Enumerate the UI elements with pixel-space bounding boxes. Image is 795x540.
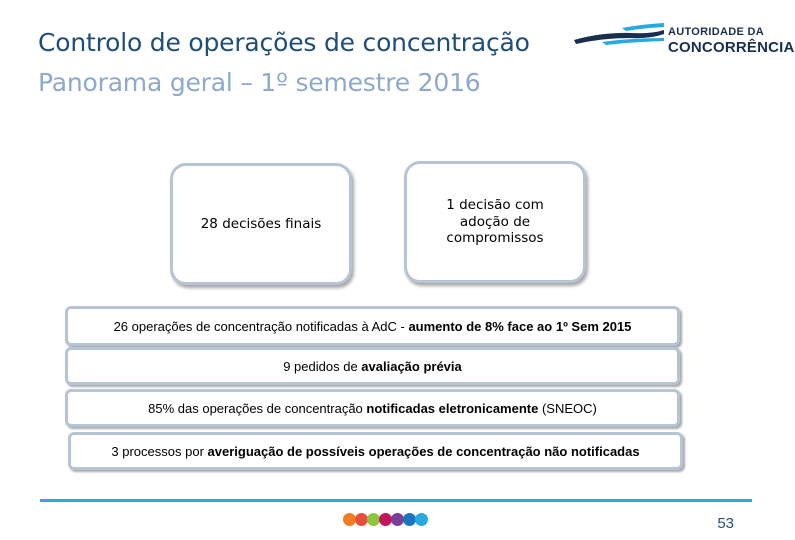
logo-line-1: AUTORIDADE DA (668, 26, 764, 38)
footer-dot-7 (415, 513, 428, 526)
footer-divider (40, 499, 752, 502)
card-commitments-decision (404, 161, 586, 283)
logo-line-2: CONCORRÊNCIA (668, 39, 795, 56)
bar-notified-operations (65, 306, 680, 346)
bar-2-part-2: avaliação prévia (361, 358, 462, 374)
bar-1-part-1: 26 operações de concentração notificadas à Ad (113, 318, 388, 334)
bar-3-part-1: 85% das operações de concentração (148, 400, 367, 416)
slide-subtitle: Panorama geral – 1º semestre 2016 (38, 68, 481, 97)
slide-title: Controlo de operações de concentração (38, 28, 530, 57)
bar-prior-assessment (65, 347, 680, 385)
bar-notified-operations-text (114, 319, 632, 334)
bar-2-part-1: 9 pedidos de (283, 358, 362, 374)
bar-3-part-2: notificadas eletronicamente (366, 400, 539, 416)
bar-4-part-2: averiguação de possíveis operações de concentração não notificadas (207, 443, 640, 459)
card-commitments-decision-text: 1 decisão com adoção de compromissos (446, 196, 544, 247)
bar-unnotified-investigations (68, 432, 683, 470)
bar-electronic-notifications-text (148, 401, 597, 416)
bar-3-part-3: (SNEOC) (538, 400, 597, 416)
bar-4-part-1: 3 processos por (111, 443, 208, 459)
page-number: 53 (717, 515, 734, 532)
bar-unnotified-investigations-text (111, 444, 639, 459)
card-final-decisions (170, 163, 352, 285)
card-final-decisions-text: 28 decisões finais (200, 215, 322, 232)
footer-color-dots (343, 513, 427, 526)
bar-prior-assessment-text (283, 359, 462, 374)
logo-wordmark (668, 27, 795, 55)
bar-1-part-2: C - (387, 318, 409, 334)
bar-electronic-notifications (65, 389, 680, 427)
logo-swoosh-icon (572, 20, 666, 52)
bar-1-part-3: aumento de 8% face ao 1º Sem 2015 (408, 318, 632, 334)
